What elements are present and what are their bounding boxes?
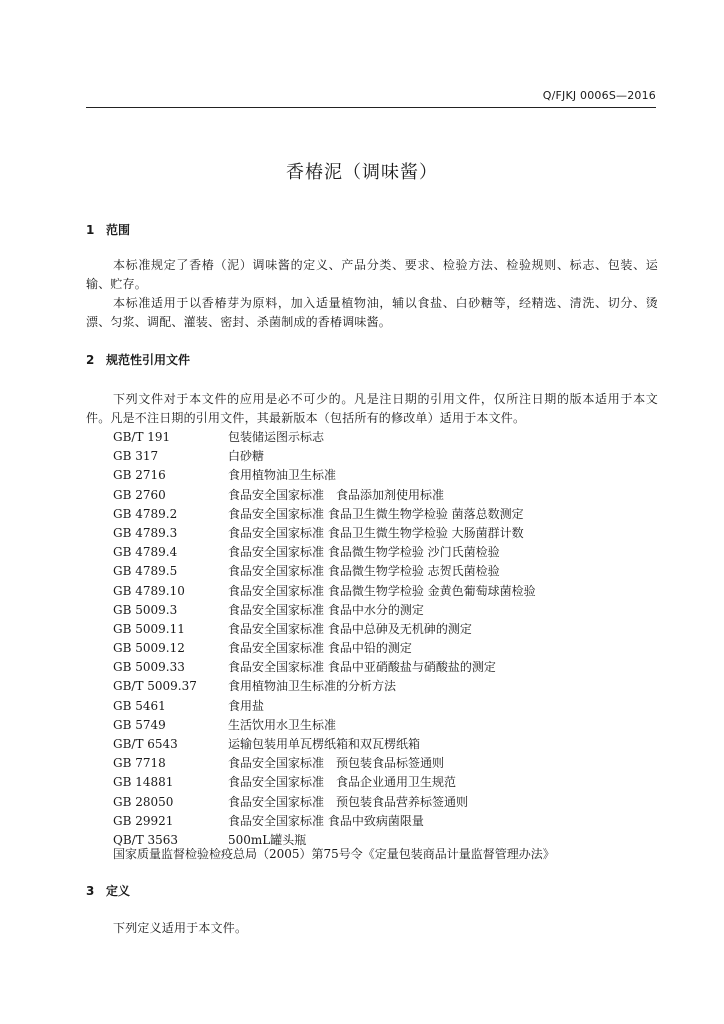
reference-row bbox=[113, 697, 658, 716]
reference-title: 500mL罐头瓶 bbox=[228, 832, 307, 847]
reference-title: 运输包装用单瓦楞纸箱和双瓦楞纸箱 bbox=[228, 737, 421, 751]
reference-row bbox=[113, 562, 658, 581]
scope-paragraph-2: 本标准适用于以香椿芽为原料，加入适量植物油，辅以食盐、白砂糖等，经精选、清洗、切分、烫漂、匀浆、调配、灌装、密封、杀菌制成的香椿调味酱。 bbox=[86, 296, 658, 329]
reference-row bbox=[113, 773, 658, 792]
section-number: 1 bbox=[86, 223, 95, 237]
section-heading-definitions bbox=[86, 882, 130, 899]
reference-code: GB 4789.2 bbox=[113, 506, 178, 521]
reference-code: GB 2716 bbox=[113, 468, 166, 483]
reference-code: GB 14881 bbox=[113, 775, 174, 790]
reference-code: GB/T 5009.37 bbox=[113, 679, 197, 694]
reference-row bbox=[113, 428, 658, 447]
reference-code: GB 28050 bbox=[113, 794, 174, 809]
reference-title: 食品安全国家标准 食品卫生微生物学检验 菌落总数测定 bbox=[228, 506, 524, 521]
reference-title: 食用植物油卫生标准的分析方法 bbox=[228, 679, 397, 694]
reference-code: GB 29921 bbox=[113, 813, 174, 828]
section-heading-normative-references bbox=[86, 351, 190, 368]
reference-code: GB 5009.12 bbox=[113, 641, 185, 656]
reference-title: 食品安全国家标准 食品微生物学检验 沙门氏菌检验 bbox=[228, 545, 500, 560]
reference-code: GB 2760 bbox=[113, 487, 166, 502]
reference-row bbox=[113, 735, 658, 754]
section-title: 定义 bbox=[106, 884, 131, 898]
reference-code: GB 5461 bbox=[113, 698, 166, 713]
reference-row bbox=[113, 620, 658, 639]
reference-title: 食品安全国家标准 食品微生物学检验 志贺氏菌检验 bbox=[228, 564, 500, 579]
reference-code: GB 7718 bbox=[113, 756, 166, 771]
reference-title: 包装储运图示标志 bbox=[228, 430, 325, 444]
section-number: 3 bbox=[86, 884, 95, 898]
reference-row bbox=[113, 601, 658, 620]
reference-list bbox=[113, 428, 658, 850]
reference-row bbox=[113, 677, 658, 696]
reference-code: GB 4789.10 bbox=[113, 583, 185, 598]
reference-row bbox=[113, 793, 658, 812]
section-title: 规范性引用文件 bbox=[106, 353, 191, 367]
reference-code: GB 5009.3 bbox=[113, 602, 178, 617]
reference-row bbox=[113, 466, 658, 485]
reference-code: GB/T 6543 bbox=[113, 737, 178, 751]
reference-title: 食品安全国家标准 食品中亚硝酸盐与硝酸盐的测定 bbox=[228, 660, 496, 675]
reference-row bbox=[113, 639, 658, 658]
reference-title: 生活饮用水卫生标准 bbox=[228, 717, 337, 732]
reference-row bbox=[113, 447, 658, 466]
reference-code: GB 5009.33 bbox=[113, 660, 185, 675]
reference-row bbox=[113, 486, 658, 505]
reference-title: 食品安全国家标准 预包装食品营养标签通则 bbox=[228, 794, 469, 809]
reference-row bbox=[113, 716, 658, 735]
reference-row bbox=[113, 543, 658, 562]
reference-regulation: 国家质量监督检验检疫总局（2005）第75号令《定量包装商品计量监督管理办法》 bbox=[113, 847, 555, 861]
reference-code: GB 317 bbox=[113, 449, 159, 464]
reference-code: GB 4789.4 bbox=[113, 545, 178, 560]
document-title: 香椿泥（调味酱） bbox=[286, 162, 438, 183]
header-divider bbox=[86, 107, 656, 108]
reference-title: 白砂糖 bbox=[228, 449, 265, 464]
reference-row bbox=[113, 505, 658, 524]
reference-title: 食品安全国家标准 食品卫生微生物学检验 大肠菌群计数 bbox=[228, 525, 524, 540]
reference-code: GB/T 191 bbox=[113, 430, 171, 444]
document-code: Q/FJKJ 0006S—2016 bbox=[542, 89, 656, 102]
scope-paragraph-1: 本标准规定了香椿（泥）调味酱的定义、产品分类、要求、检验方法、检验规则、标志、包装、运输、贮存。 bbox=[86, 258, 658, 291]
reference-row bbox=[113, 812, 658, 831]
references-intro-paragraph: 下列文件对于本文件的应用是必不可少的。凡是注日期的引用文件，仅所注日期的版本适用于本文件。凡是不注日期的引用文件，其最新版本（包括所有的修改单）适用于本文件。 bbox=[86, 392, 658, 425]
reference-title: 食品安全国家标准 食品微生物学检验 金黄色葡萄球菌检验 bbox=[228, 583, 536, 598]
section-title: 范围 bbox=[106, 223, 131, 237]
reference-title: 食品安全国家标准 食品企业通用卫生规范 bbox=[228, 775, 457, 790]
reference-code: GB 4789.3 bbox=[113, 525, 178, 540]
reference-code: GB 5749 bbox=[113, 717, 166, 732]
reference-title: 食品安全国家标准 食品添加剂使用标准 bbox=[228, 487, 445, 502]
reference-code: GB 4789.5 bbox=[113, 564, 178, 579]
reference-code: QB/T 3563 bbox=[113, 832, 179, 847]
section-heading-scope bbox=[86, 221, 130, 238]
reference-title: 食品安全国家标准 预包装食品标签通则 bbox=[228, 756, 445, 771]
reference-title: 食用植物油卫生标准 bbox=[228, 468, 337, 483]
reference-title: 食用盐 bbox=[228, 698, 265, 713]
section-number: 2 bbox=[86, 353, 95, 367]
reference-title: 食品安全国家标准 食品中铅的测定 bbox=[228, 641, 412, 656]
reference-title: 食品安全国家标准 食品中水分的测定 bbox=[228, 602, 424, 617]
reference-code: GB 5009.11 bbox=[113, 621, 185, 636]
reference-row bbox=[113, 754, 658, 773]
reference-row bbox=[113, 524, 658, 543]
reference-row bbox=[113, 582, 658, 601]
reference-title: 食品安全国家标准 食品中致病菌限量 bbox=[228, 813, 424, 828]
definitions-intro-paragraph: 下列定义适用于本文件。 bbox=[113, 921, 248, 935]
reference-title: 食品安全国家标准 食品中总砷及无机砷的测定 bbox=[228, 621, 472, 636]
reference-row bbox=[113, 658, 658, 677]
